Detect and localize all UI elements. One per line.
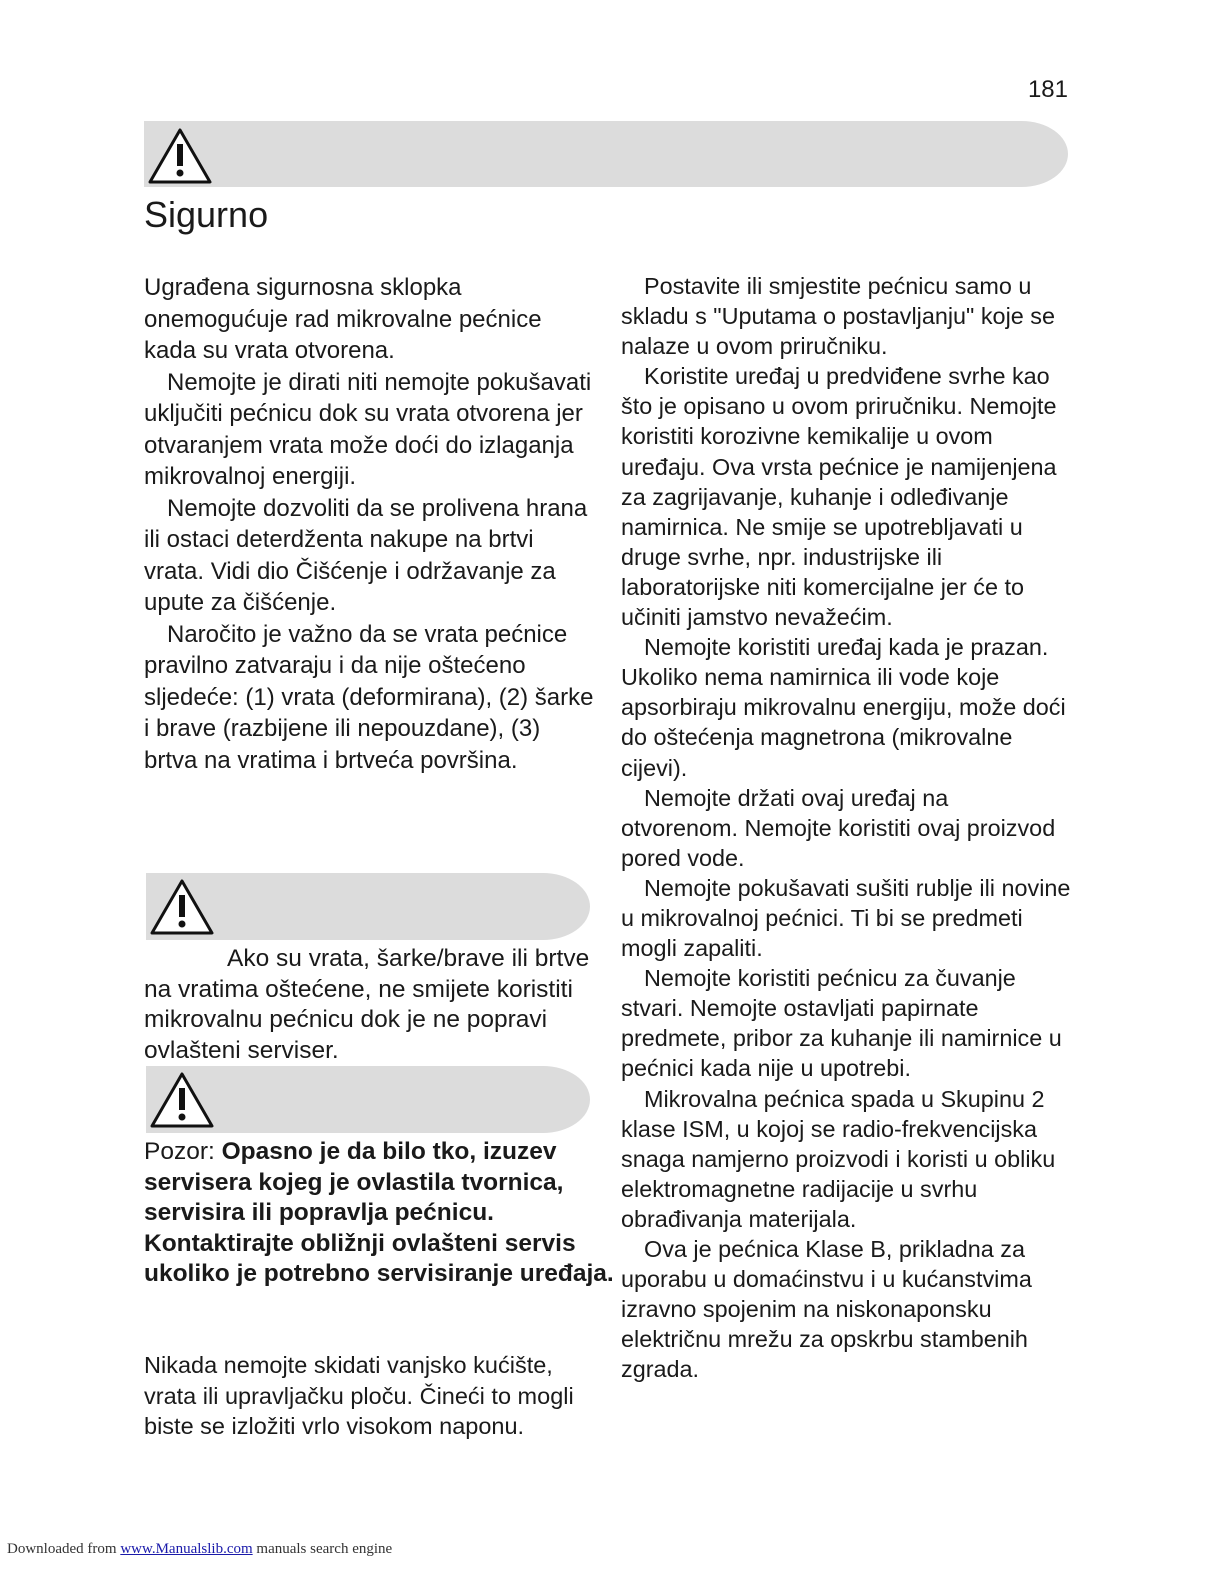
paragraph: Nemojte je dirati niti nemojte pokušavati uključiti pećnicu dok su vrata otvorena jer otvaranjem vrata može doći do izlaganja mikrovalnoj energiji.: [144, 368, 592, 490]
paragraph: Mikrovalna pećnica spada u Skupinu 2 klase ISM, u kojoj se radio-frekvencijska snaga namjerno proizvodi i koristi u obliku elektromagnetne radijacije u svrhu obrađivanja materijala.: [621, 1085, 1056, 1232]
paragraph: Nemojte koristiti uređaj kada je prazan. Ukoliko nema namirnica ili vode koje apsorbiraju mikrovalnu energiju, može doći do oštećenja magnetrona (mikrovalne cijevi).: [621, 634, 1066, 781]
right-column: [621, 271, 1071, 1384]
caution-bold-text: Opasno je da bilo tko, izuzev servisera kojeg je ovlastila tvornica, servisira ili popravlja pećnicu. Kontaktirajte obližnji ovlašteni servis ukoliko je potrebno servisiranje uređaja.: [144, 1138, 614, 1287]
paragraph: Koristite uređaj u predviđene svrhe kao što je opisano u ovom priručniku. Nemojte koristiti korozivne kemikalije u ovom uređaju. Ova vrsta pećnice je namijenjena za zagrijavanje, kuhanje i odleđivanje namirnica. Ne smije se upotrebljavati u druge svrhe, npr. industrijske ili laboratorijske niti komercijalne jer će to učiniti jamstvo nevažećim.: [621, 363, 1057, 631]
warning-header-band: [144, 121, 1068, 187]
paragraph: Nemojte koristiti pećnicu za čuvanje stvari. Nemojte ostavljati papirnate predmete, pribor za kuhanje ili namirnice u pećnici kada nije u upotrebi.: [621, 965, 1062, 1082]
paragraph: Nemojte dozvoliti da se prolivena hrana ili ostaci deterdženta nakupe na brtvi vrata. Vidi dio Čišćenje i održavanje za upute za čišćenje.: [144, 494, 588, 616]
warning-triangle-icon: [148, 1070, 216, 1130]
paragraph: Nikada nemojte skidati vanjsko kućište, vrata ili upravljačku ploču. Čineći to mogli biste se izložiti vrlo visokom naponu.: [144, 1352, 574, 1439]
warning-text-lead: Ako su vrata, šarke/brave ili: [227, 945, 528, 972]
warning-triangle-icon: [146, 126, 214, 186]
warning-text-rest: brtve na vratima oštećene, ne smijete koristiti mikrovalnu pećnicu dok je ne popravi ovlašteni serviser.: [144, 945, 590, 1064]
page-title: Sigurno: [144, 194, 269, 235]
paragraph: Nemojte pokušavati sušiti rublje ili novine u mikrovalnoj pećnici. Ti bi se predmeti mogli zapaliti.: [621, 874, 1071, 962]
caution-text: [144, 1137, 614, 1290]
warning-triangle-icon: [148, 877, 216, 937]
left-column: [144, 272, 594, 776]
footer-prefix: Downloaded from: [7, 1541, 117, 1557]
footer-link[interactable]: www.Manualslib.com: [120, 1541, 253, 1557]
paragraph: Ova je pećnica Klase B, prikladna za uporabu u domaćinstvu i u kućanstvima izravno spojenim na niskonaponsku električnu mrežu za opskrbu stambenih zgrada.: [621, 1236, 1032, 1383]
caution-label: Pozor:: [144, 1138, 215, 1165]
page-number: 181: [1027, 76, 1068, 103]
footer: [7, 1541, 392, 1558]
paragraph: Ugrađena sigurnosna sklopka onemogućuje rad mikrovalne pećnice kada su vrata otvorena.: [144, 274, 542, 364]
warning-text: [144, 944, 604, 1066]
paragraph: Naročito je važno da se vrata pećnice pravilno zatvaraju i da nije oštećeno sljedeće: (1) vrata (deformirana), (2) šarke i brave (razbijene ili nepouzdane), (3) brtva na vratima i brtveća površina.: [144, 620, 594, 774]
footer-suffix: manuals search engine: [256, 1541, 393, 1557]
paragraph: Nemojte držati ovaj uređaj na otvorenom. Nemojte koristiti ovaj proizvod pored vode.: [621, 784, 1056, 871]
paragraph: Postavite ili smjestite pećnicu samo u skladu s "Uputama o postavljanju" koje se nalaze u ovom priručniku.: [621, 273, 1055, 360]
